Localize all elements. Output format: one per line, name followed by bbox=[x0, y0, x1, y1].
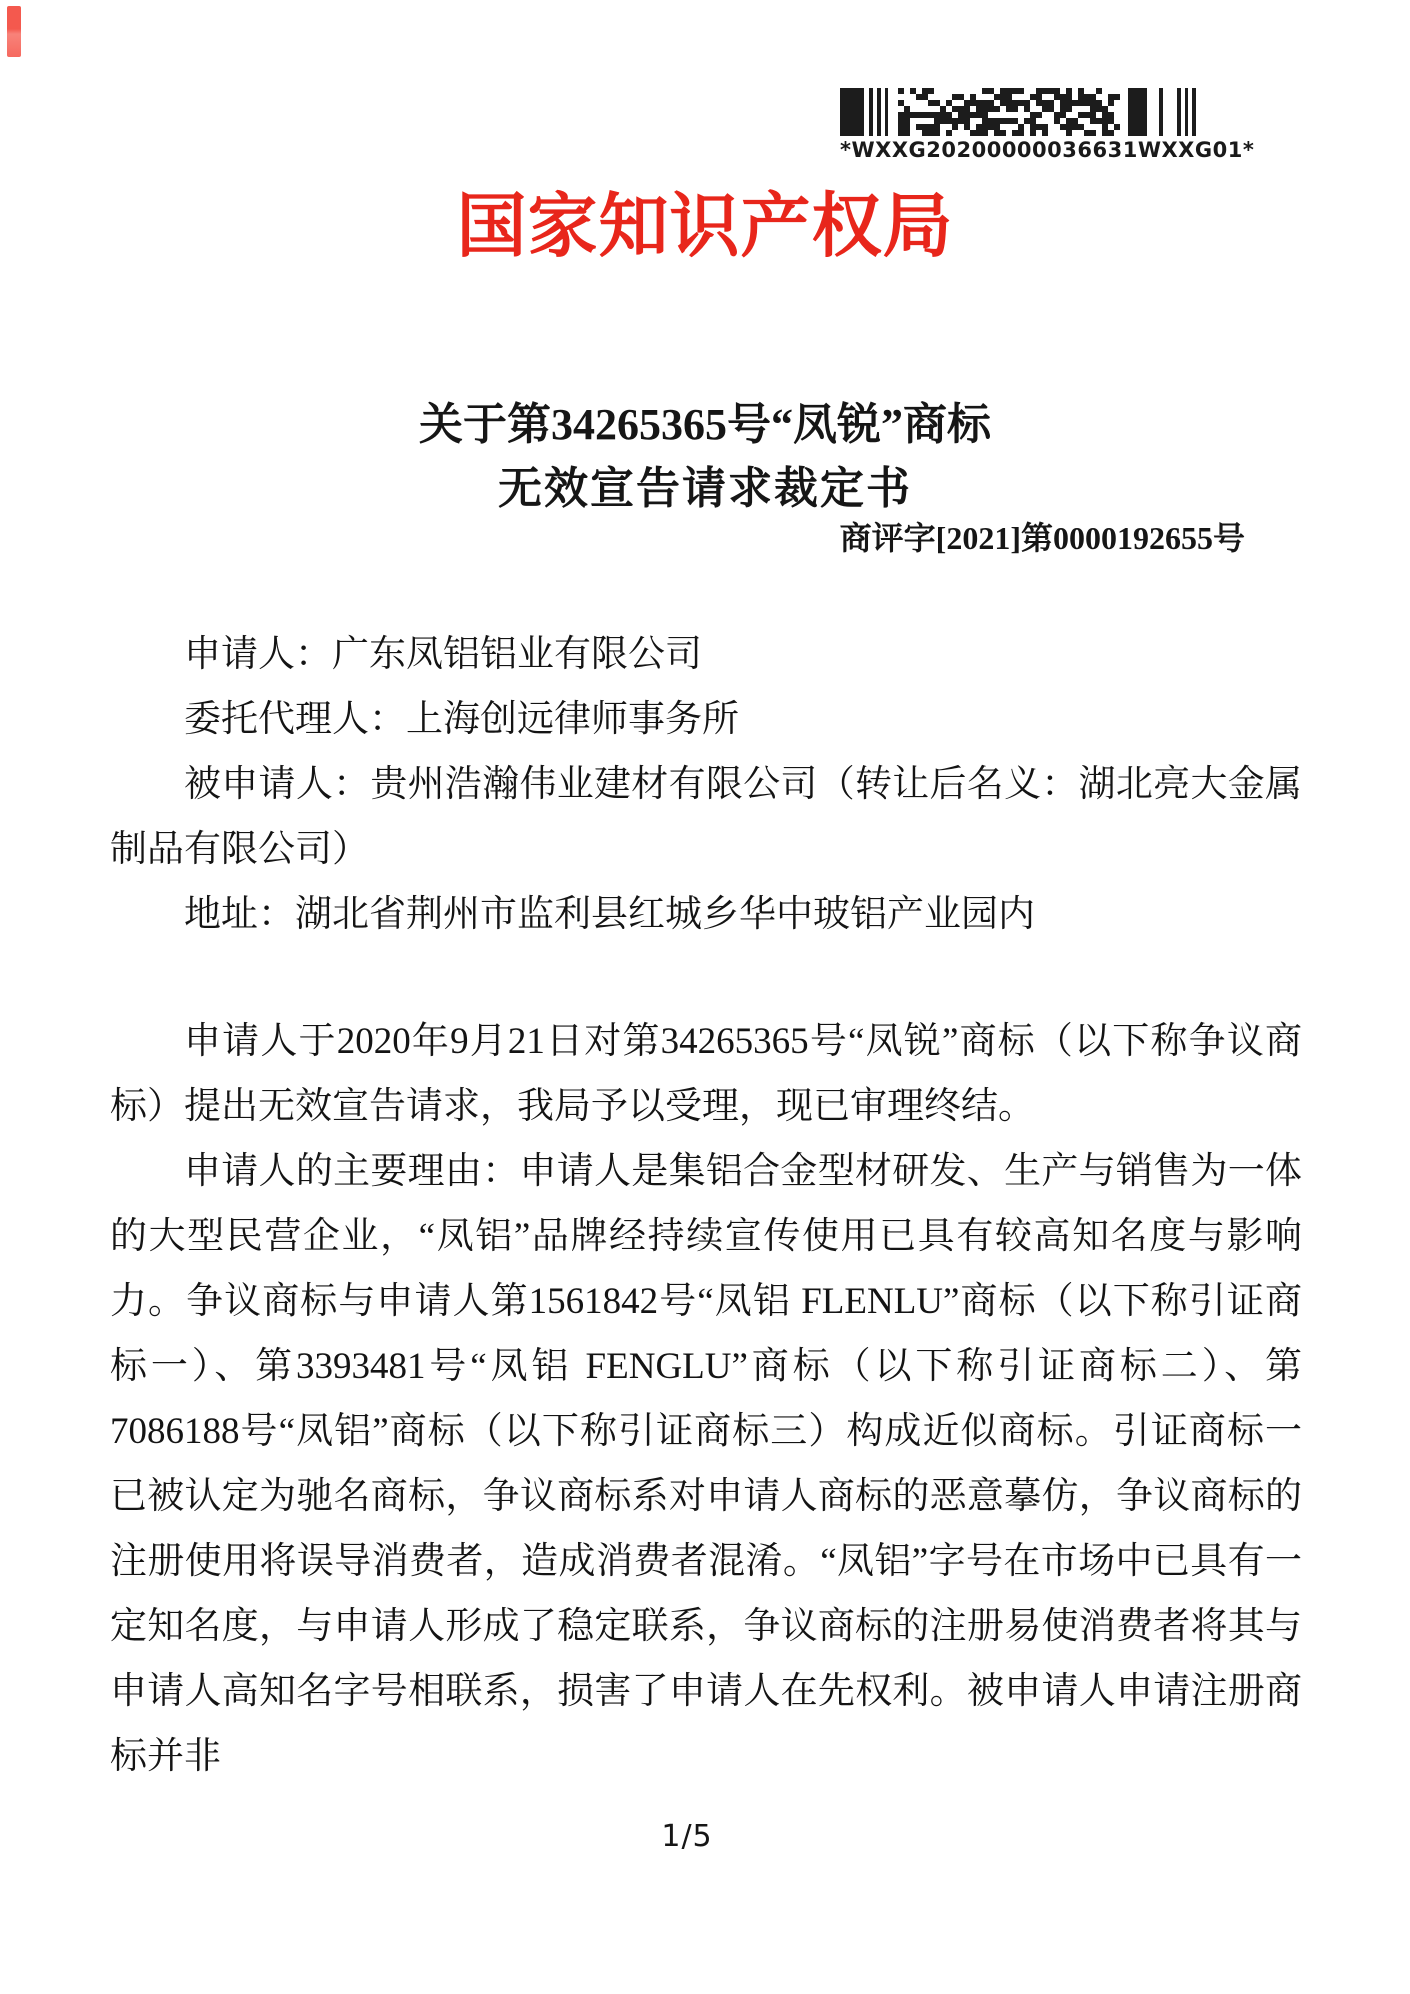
agent-line: 委托代理人：上海创远律师事务所 bbox=[184, 699, 739, 740]
barcode-bar-icon bbox=[877, 88, 881, 136]
red-corner-mark bbox=[7, 6, 21, 57]
barcode-graphic bbox=[840, 88, 1200, 136]
barcode-block-icon bbox=[840, 88, 864, 136]
barcode-block-icon bbox=[1128, 88, 1146, 136]
agency-title: 国家知识产权局 bbox=[456, 187, 954, 265]
barcode-bar-icon bbox=[1159, 88, 1163, 136]
barcode-matrix-cell bbox=[1114, 130, 1120, 136]
barcode bbox=[840, 88, 1255, 162]
barcode-bar-icon bbox=[1185, 88, 1189, 136]
document-title-line2: 无效宣告请求裁定书 bbox=[498, 464, 912, 513]
reference-number: 商评字[2021]第0000192655号 bbox=[839, 520, 1245, 556]
barcode-bar-icon bbox=[869, 88, 873, 136]
decision-body bbox=[110, 1009, 1302, 1789]
body-paragraph-2: 申请人的主要理由：申请人是集铝合金型材研发、生产与销售为一体的大型民营企业，“凤铝”品牌经持续宣传使用已具有较高知名度与影响力。争议商标与申请人第1561842号“凤铝 FLENLU”商标（以下称引证商标一）、第3393481号“凤铝 FENGLU”商标（以下称引证商标二）、第7086188号“凤铝”商标（以下称引证商标三）构成近似商标。引证商标一已被认定为驰名商标，争议商标系对申请人商标的恶意摹仿，争议商标的注册使用将误导消费者，造成消费者混淆。“凤铝”字号在市场中已具有一定知名度，与申请人形成了稳定联系，争议商标的注册易使消费者将其与申请人高知名字号相联系，损害了申请人在先权利。被申请人申请注册商标并非 bbox=[110, 1151, 1302, 1777]
address-line: 地址：湖北省荆州市监利县红城乡华中玻铝产业园内 bbox=[184, 894, 1035, 935]
respondent-line: 被申请人：贵州浩瀚伟业建材有限公司（转让后名义：湖北亮大金属制品有限公司） bbox=[110, 764, 1302, 870]
body-paragraph-1: 申请人于2020年9月21日对第34265365号“凤锐”商标（以下称争议商标）提出无效宣告请求，我局予以受理，现已审理终结。 bbox=[110, 1021, 1302, 1127]
applicant-line: 申请人：广东凤铝铝业有限公司 bbox=[184, 634, 702, 675]
barcode-caption: *WXXG20200000036631WXXG01* bbox=[840, 138, 1255, 162]
parties-section bbox=[110, 622, 1302, 947]
barcode-bar-icon bbox=[1177, 88, 1181, 136]
barcode-bar-icon bbox=[1192, 88, 1196, 136]
barcode-bar-icon bbox=[885, 88, 889, 136]
barcode-matrix-icon bbox=[898, 88, 1120, 136]
document-title-line1: 关于第34265365号“凤锐”商标 bbox=[419, 400, 991, 449]
page-number: 1/5 bbox=[661, 1819, 713, 1854]
